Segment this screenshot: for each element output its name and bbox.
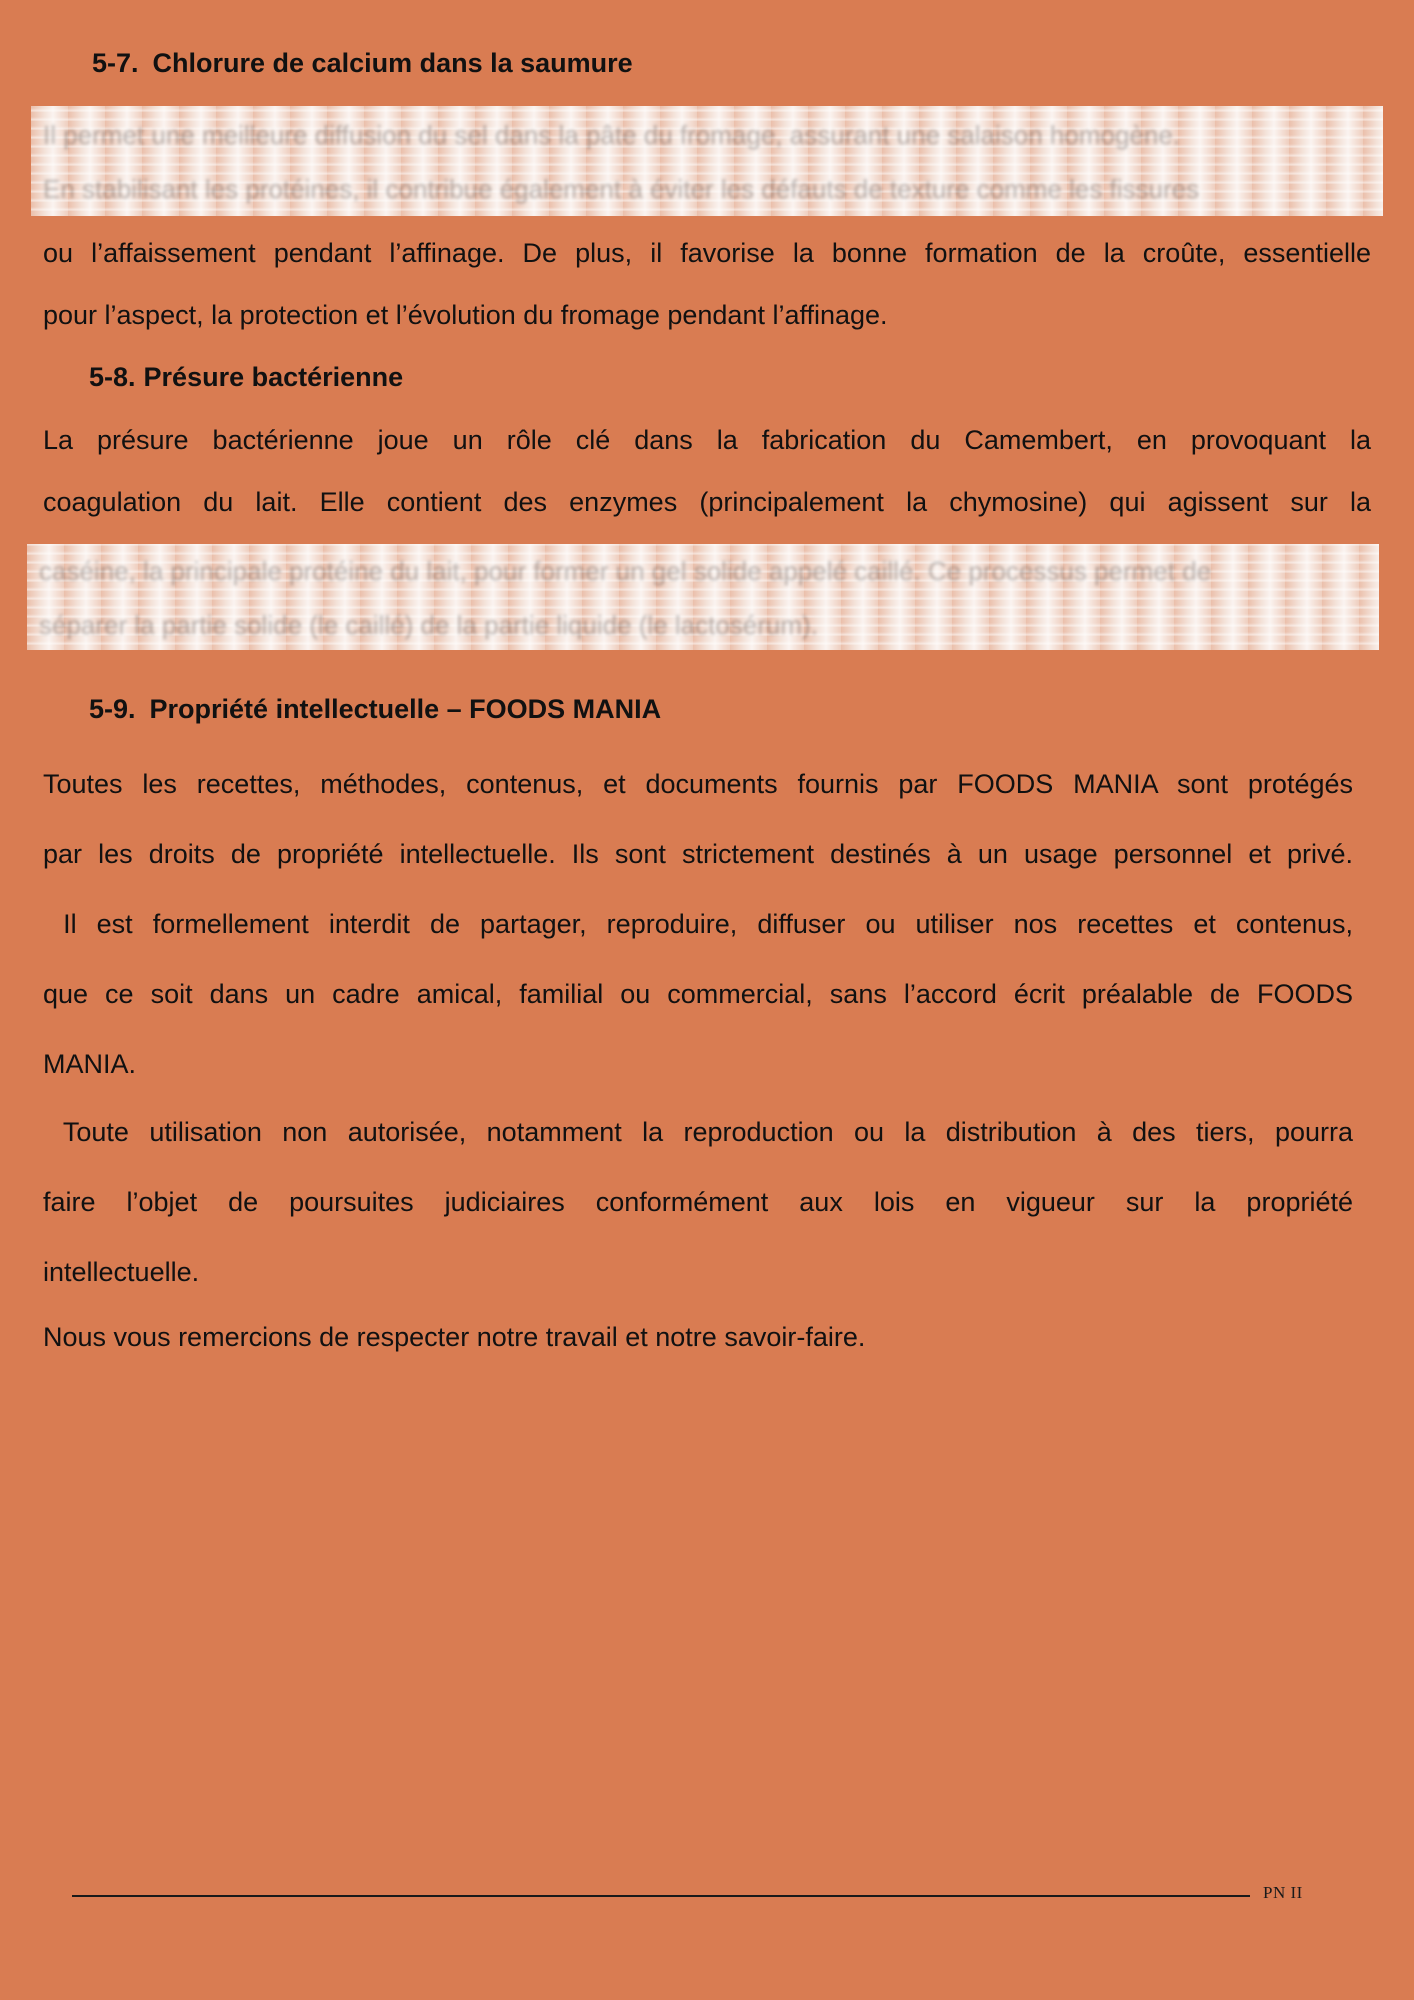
paragraph (43, 749, 1353, 1099)
section-title: Présure bactérienne (143, 362, 404, 392)
obscured-text-block (27, 544, 1379, 650)
text-line: MANIA. (43, 1049, 137, 1079)
paragraph (43, 222, 1371, 346)
paragraph (43, 1097, 1353, 1307)
section-number: 5-8. (89, 362, 136, 392)
obscured-text-block (31, 106, 1383, 216)
section-number: 5-7. (92, 48, 139, 78)
obscured-line: Il permet une meilleure diffusion du sel dans la pâte du fromage, assurant une salaison homogène. (43, 120, 1181, 150)
section-5-8-heading (89, 362, 403, 393)
obscured-line: En stabilisant les protéines, il contribue également à éviter les défauts de texture comme les fissures (43, 174, 1200, 204)
text-line: Nous vous remercions de respecter notre travail et notre savoir-faire. (43, 1322, 866, 1352)
text-line: coagulation du lait. Elle contient des enzymes (principalement la chymosine) qui agissent sur la (43, 487, 1371, 517)
text-line: pour l’aspect, la protection et l’évolution du fromage pendant l’affinage. (43, 300, 888, 330)
text-line: par les droits de propriété intellectuelle. Ils sont strictement destinés à un usage personnel et privé. (43, 839, 1353, 869)
footer-page-mark: PN II (1263, 1883, 1303, 1902)
paragraph (43, 409, 1371, 533)
section-number: 5-9. (89, 694, 136, 724)
obscured-line: caséine, la principale protéine du lait, pour former un gel solide appelé caillé. Ce processus permet de (39, 556, 1212, 586)
text-line: Toute utilisation non autorisée, notamment la reproduction ou la distribution à des tiers, pourra (43, 1117, 1353, 1147)
text-line: faire l’objet de poursuites judiciaires conformément aux lois en vigueur sur la propriété (43, 1187, 1353, 1217)
footer-divider (72, 1895, 1250, 1897)
text-line: Toutes les recettes, méthodes, contenus, et documents fournis par FOODS MANIA sont protégés (43, 769, 1353, 799)
section-5-7-heading (92, 48, 633, 79)
section-title: Chlorure de calcium dans la saumure (152, 48, 633, 78)
paragraph (43, 1302, 1353, 1372)
text-line: que ce soit dans un cadre amical, familial ou commercial, sans l’accord écrit préalable de FOODS (43, 979, 1353, 1009)
section-5-9-heading (89, 694, 661, 725)
obscured-line: séparer la partie solide (le caillé) de la partie liquide (le lactosérum). (39, 610, 818, 640)
section-title: Propriété intellectuelle – FOODS MANIA (149, 694, 662, 724)
text-line: Il est formellement interdit de partager, reproduire, diffuser ou utiliser nos recettes et contenus, (43, 909, 1353, 939)
text-line: intellectuelle. (43, 1257, 200, 1287)
text-line: La présure bactérienne joue un rôle clé dans la fabrication du Camembert, en provoquant la (43, 425, 1371, 455)
text-line: ou l’affaissement pendant l’affinage. De plus, il favorise la bonne formation de la croûte, essentielle (43, 238, 1371, 268)
